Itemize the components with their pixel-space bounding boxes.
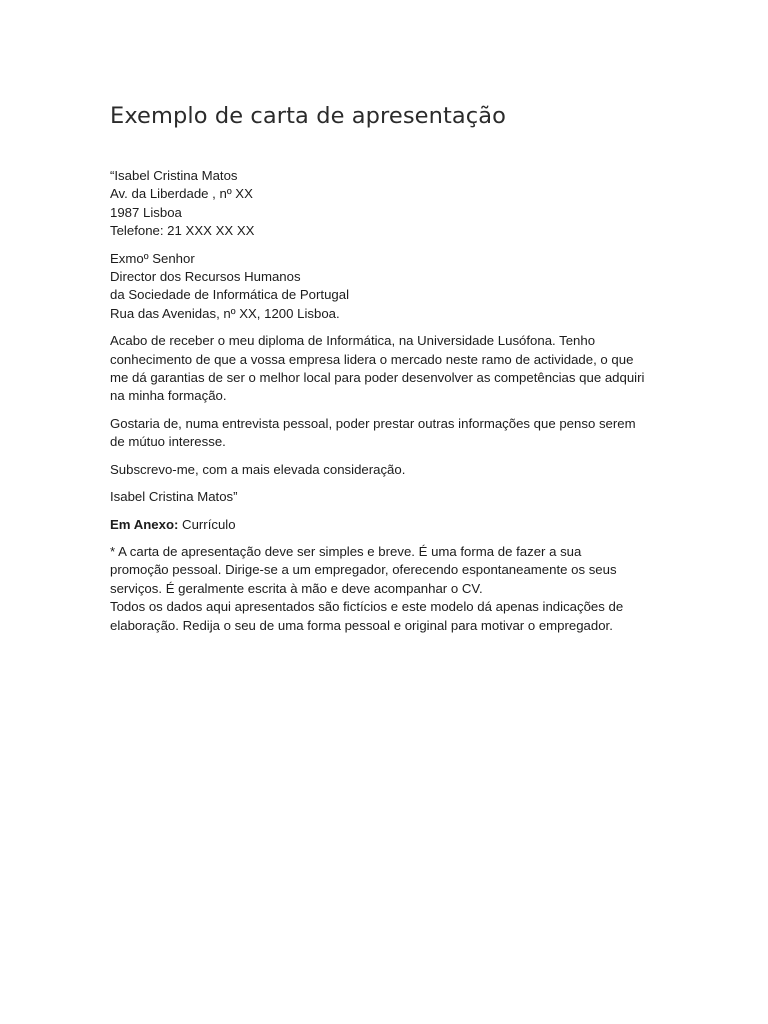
note-line: elaboração. Redija o seu de uma forma pessoal e original para motivar o empregador.	[110, 617, 613, 633]
attachment-label: Em Anexo:	[110, 516, 179, 532]
recipient-address	[110, 250, 662, 324]
signature-paragraph	[110, 488, 662, 506]
note-line: serviços. É geralmente escrita à mão e deve acompanhar o CV.	[110, 580, 483, 596]
attachment-line	[110, 516, 662, 534]
closing-text: Subscrevo-me, com a mais elevada consideração.	[110, 461, 406, 477]
note-line: * A carta de apresentação deve ser simples e breve. É uma forma de fazer a sua	[110, 543, 582, 559]
paragraph-line: me dá garantias de ser o melhor local para poder desenvolver as competências que adquiri	[110, 370, 645, 386]
intro-paragraph	[110, 332, 662, 406]
closing-paragraph	[110, 461, 662, 479]
attachment-value: Currículo	[178, 516, 236, 532]
paragraph-line: Acabo de receber o meu diploma de Informática, na Universidade Lusófona. Tenho	[110, 333, 596, 349]
paragraph-line: conhecimento de que a vossa empresa lidera o mercado neste ramo de actividade, o que	[110, 351, 634, 367]
recipient-salutation: Exmoº Senhor	[110, 250, 195, 266]
recipient-street: Rua das Avenidas, nº XX, 1200 Lisboa.	[110, 305, 340, 321]
sender-address	[110, 167, 662, 241]
document-title: Exemplo de carta de apresentação	[110, 103, 507, 129]
document-page	[110, 100, 662, 635]
attachment-paragraph	[110, 516, 662, 534]
note-paragraph	[110, 543, 662, 635]
paragraph-line: Gostaria de, numa entrevista pessoal, poder prestar outras informações que penso serem	[110, 415, 636, 431]
note-line: promoção pessoal. Dirige-se a um empregador, oferecendo espontaneamente os seus	[110, 562, 617, 578]
recipient-role: Director dos Recursos Humanos	[110, 269, 301, 285]
signature-name: Isabel Cristina Matos”	[110, 489, 238, 505]
sender-phone: Telefone: 21 XXX XX XX	[110, 223, 255, 239]
interview-paragraph	[110, 415, 662, 452]
paragraph-line: na minha formação.	[110, 388, 227, 404]
note-line: Todos os dados aqui apresentados são fictícios e este modelo dá apenas indicações de	[110, 599, 624, 615]
recipient-company: da Sociedade de Informática de Portugal	[110, 287, 349, 303]
sender-city: 1987 Lisboa	[110, 204, 182, 220]
paragraph-line: de mútuo interesse.	[110, 434, 226, 450]
sender-street: Av. da Liberdade , nº XX	[110, 186, 253, 202]
sender-name: “Isabel Cristina Matos	[110, 168, 238, 183]
